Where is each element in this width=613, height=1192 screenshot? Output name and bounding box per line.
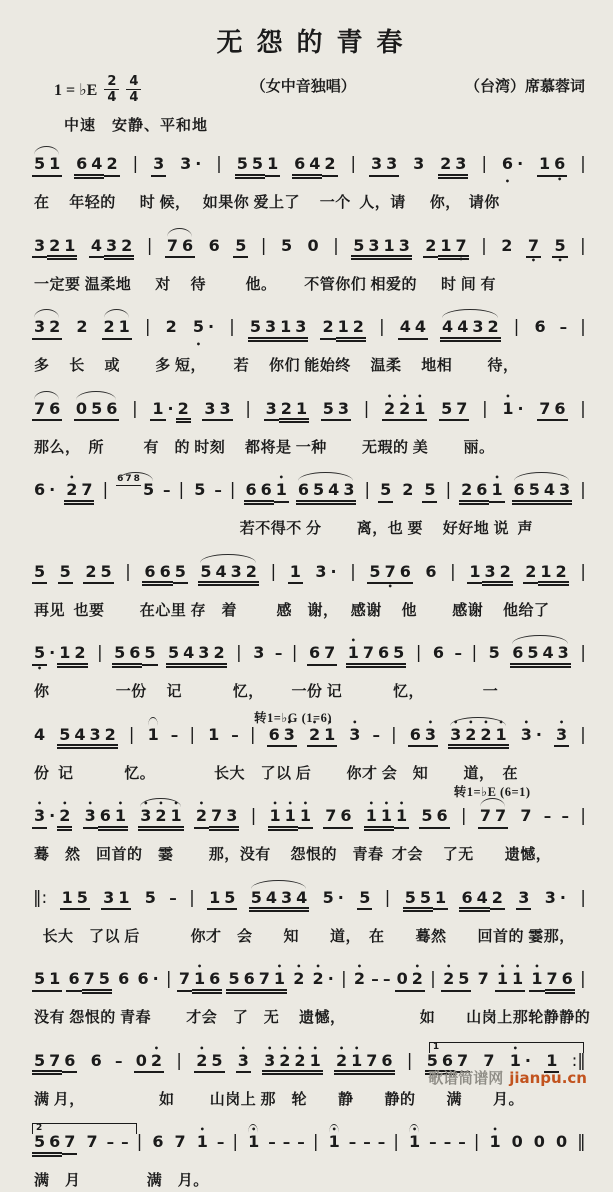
barline: | xyxy=(178,480,185,500)
barline: | xyxy=(291,643,298,663)
note-group: • 3 xyxy=(347,727,362,748)
barline: | xyxy=(450,561,456,582)
music-system xyxy=(32,225,587,296)
note-group: • 1 xyxy=(327,1134,342,1155)
note-group: • 3 · • 2 xyxy=(32,808,72,831)
note-group: 5 5 1 xyxy=(403,890,448,913)
note-group: 3 xyxy=(151,156,166,177)
note-group: 7 xyxy=(174,1132,186,1151)
barline: | xyxy=(415,643,422,663)
barline: | xyxy=(216,154,222,174)
note-group: • 2 xyxy=(352,971,367,992)
barline: | xyxy=(131,398,138,419)
time-signature-2 xyxy=(126,75,141,104)
note-group: 3 2 xyxy=(32,319,62,340)
note-group: 1 5 xyxy=(60,890,90,911)
note-group: 5 xyxy=(488,643,500,662)
note-group: 2 1 7 • xyxy=(423,238,468,261)
barline: | xyxy=(245,398,252,419)
barline: | xyxy=(312,1132,319,1152)
barline: | xyxy=(125,561,131,582)
notation-line xyxy=(32,958,587,1007)
barline: ‖ xyxy=(577,1132,586,1152)
meter-1-denominator: 4 xyxy=(107,90,117,105)
note-group: 6 • · xyxy=(500,156,525,177)
note-group: • 2 · xyxy=(311,971,336,992)
music-system xyxy=(32,388,587,459)
note-group: 6 · xyxy=(137,969,159,988)
note-group: • 1 7 6 5 xyxy=(346,645,407,668)
note-group: 1 xyxy=(146,727,161,748)
note-group: 6 5 4 3 xyxy=(296,482,357,505)
barline: | xyxy=(473,1132,480,1152)
note-group: • 2 7 3 xyxy=(194,808,239,831)
dash-note: – xyxy=(297,1133,305,1151)
barline: | xyxy=(229,317,235,337)
barline: | xyxy=(333,235,339,256)
barline: | xyxy=(146,235,153,256)
dash-note: – xyxy=(561,807,569,825)
barline: | xyxy=(460,806,467,826)
barline: | xyxy=(580,154,586,174)
dash-note: – xyxy=(163,481,171,499)
note-group: 2 1 2 xyxy=(523,564,568,587)
note-group: 1 5 xyxy=(207,890,237,911)
note-group: • 3 6 • 1 xyxy=(83,808,128,831)
dash-note: – xyxy=(274,644,283,662)
note-group: • 2 • 1 xyxy=(307,727,337,748)
dash-note: – xyxy=(169,888,177,907)
note-group: 3 1 xyxy=(101,890,131,911)
lyrics-line: 长大 了以 后 你才 会 知 道， 在 蓦然 回首的 霎那， xyxy=(34,928,575,945)
barline: | xyxy=(384,887,391,908)
lyrics-line: 你 一份 记 忆， 一份 记 忆， 一 xyxy=(34,684,499,700)
note-group: 4 4 3 2 xyxy=(440,319,501,342)
note-group: 5 3 1 3 xyxy=(351,238,412,261)
barline: | xyxy=(176,1050,183,1071)
barline: | xyxy=(128,724,135,745)
barline: | xyxy=(236,643,242,663)
note-group: • 3 • 2 • 1 xyxy=(138,808,183,831)
note-group: 5 3 xyxy=(321,401,351,422)
note-group: 6 • 3 xyxy=(267,727,297,748)
dash-note: – xyxy=(115,1051,123,1070)
note-group: 5 6 7 xyxy=(425,1053,470,1076)
dash-note: – xyxy=(382,970,391,988)
barline: | xyxy=(350,561,356,582)
note-group: 7 6 xyxy=(323,808,353,829)
notation-line xyxy=(32,225,587,274)
dash-note: – xyxy=(268,1133,276,1151)
note-group: 1 xyxy=(544,1053,559,1074)
note-group: 2 xyxy=(165,317,177,336)
barline: | xyxy=(363,398,370,419)
note-group: 3 · xyxy=(315,561,337,581)
dash-note: – xyxy=(363,1133,371,1151)
note-group: 5 · xyxy=(322,887,344,907)
note-group: • 1 xyxy=(487,1134,502,1155)
note-group: 5 1 xyxy=(32,971,62,992)
dash-note: – xyxy=(121,1133,129,1151)
barline: | xyxy=(580,317,586,337)
music-system xyxy=(32,632,587,703)
barline: | xyxy=(580,235,586,256)
note-group: 5 • · 1 2 xyxy=(32,645,88,668)
barline: | xyxy=(165,969,172,989)
note-group: 5 4 3 2 xyxy=(57,727,118,750)
note-group: • 1 xyxy=(195,1134,210,1155)
barline: | xyxy=(481,154,488,174)
barline: | xyxy=(580,969,586,989)
barline: | xyxy=(391,724,397,745)
note-group: 7 6 xyxy=(537,401,567,422)
note-group: 2 xyxy=(76,317,88,336)
dash-note: – xyxy=(170,725,179,744)
note-group: • 1 xyxy=(407,1134,422,1155)
key-text: 1 = ♭E xyxy=(54,81,98,99)
note-group: 0 5 6 xyxy=(74,401,119,422)
volta-bracket: 1 xyxy=(429,1042,584,1053)
barline: | xyxy=(406,1050,413,1071)
note-group: 6 6 5 xyxy=(142,564,187,587)
barline: | xyxy=(482,398,488,419)
note-group: 0 xyxy=(555,1132,568,1151)
lyrics-line: 那么， 所 有 的 时刻 都将是 一种 无瑕的 美 丽。 xyxy=(34,439,495,456)
barline: | xyxy=(430,969,436,989)
note-group: 3 3 xyxy=(202,401,232,422)
notation-line xyxy=(32,388,587,437)
note-group: 0 • 2 xyxy=(395,971,425,992)
note-group: 3 xyxy=(516,890,531,911)
note-group: • 1 • 1 xyxy=(495,971,525,992)
note-group: • 1 • 1 • 1 xyxy=(364,808,409,831)
note-group: 4 3 2 xyxy=(89,238,134,261)
note-group: 1 xyxy=(288,564,303,585)
dash-note: – xyxy=(371,970,379,988)
note-group: 6 5 4 3 xyxy=(512,482,573,505)
barline: | xyxy=(580,398,586,419)
music-system xyxy=(32,710,587,785)
music-system xyxy=(32,877,587,948)
song-title: 无怨的青春 xyxy=(216,28,417,57)
barline: | xyxy=(364,480,371,500)
note-group: 6 5 4 3 xyxy=(510,645,571,668)
note-group: • 3 xyxy=(236,1053,251,1074)
site-name: 歌谱简谱网 xyxy=(428,1071,504,1087)
barline: | xyxy=(250,806,257,826)
note-group: 6 7 5 xyxy=(66,971,111,994)
note-group: • 3 xyxy=(554,727,569,748)
note-group: 2 xyxy=(402,480,414,499)
lyrics-line: 满 月 满 月。 xyxy=(34,1173,209,1189)
note-group: 5 7 xyxy=(439,401,469,422)
notation-line xyxy=(32,469,587,518)
barline: | xyxy=(580,480,586,500)
barline: | xyxy=(513,317,520,337)
barline: | xyxy=(350,154,357,174)
lyrics-line: 一定要 温柔地 对 待 他。 不管你们 相爱的 时 间 有 xyxy=(34,276,497,293)
dash-note: – xyxy=(214,481,222,499)
dash-note: – xyxy=(106,1133,115,1151)
note-group: 2 3 xyxy=(438,156,468,179)
note-group: • 2 xyxy=(291,971,306,992)
note-group: 6 4 2 xyxy=(459,890,504,913)
voice-type: （女中音独唱） xyxy=(250,79,356,95)
lyrics-line: 多 长 或 多 短， 若 你们 能始终 温柔 地相 待， xyxy=(34,358,519,374)
lyrics-line: 满 月， 如 山岗上 那 轮 静 静的 满 月。 xyxy=(34,1091,525,1108)
key-signature xyxy=(54,75,141,104)
note-group: 5 • xyxy=(552,238,567,259)
note-group: 5 xyxy=(144,887,156,907)
barline: :‖ xyxy=(571,1050,586,1071)
note-group: 6 xyxy=(90,1050,102,1070)
barline: | xyxy=(580,887,586,908)
note-group: 1 xyxy=(208,724,220,744)
dash-note: – xyxy=(443,1133,452,1151)
note-group: 3 2 1 xyxy=(32,238,77,261)
note-group: 5 xyxy=(357,890,372,911)
note-group: 5 xyxy=(378,482,393,503)
barline: | xyxy=(580,643,586,663)
note-group: 5 5 1 xyxy=(235,156,280,179)
score-body xyxy=(30,143,589,1192)
volta-bracket: 2 xyxy=(32,1123,137,1134)
music-system xyxy=(32,785,587,866)
dash-note: – xyxy=(282,1133,291,1151)
dash-note: – xyxy=(429,1133,437,1151)
lyrics-line: 在 年轻的 时 候， 如果你 爱上了 一个 人，请 你， 请你 xyxy=(34,195,500,211)
barline: | xyxy=(249,724,256,745)
note-group: 5 • · xyxy=(191,319,216,340)
note-group: 6 xyxy=(152,1132,164,1151)
note-group: 5 xyxy=(422,482,437,503)
barline: | xyxy=(136,1132,143,1152)
barline: | xyxy=(378,317,385,337)
note-group: 5 6 7 xyxy=(32,1134,77,1157)
note-group: 7 xyxy=(483,1050,495,1070)
note-group: 3 xyxy=(413,154,425,173)
barline: | xyxy=(270,561,277,582)
note-group: 7 7 xyxy=(478,808,508,829)
lyrics-line: 再见 也要 在心里 存 着 感 谢， 感谢 他 感谢 他给了 xyxy=(34,602,550,619)
lyricist-credit: （台湾）席慕蓉词 xyxy=(464,79,585,95)
note-group: 5 1 xyxy=(32,156,62,177)
barline: | xyxy=(580,806,586,826)
note-group: 5 xyxy=(194,480,206,499)
note-group: 2 6 • 1 xyxy=(459,482,504,505)
barline: | xyxy=(580,561,586,582)
dash-note: – xyxy=(559,318,568,336)
note-group: • 2 7 xyxy=(64,482,94,505)
barline: | xyxy=(144,317,151,337)
note-group: 7 6 xyxy=(32,401,62,422)
notation-line xyxy=(32,795,587,844)
dash-note: – xyxy=(543,807,552,825)
note-group: 3 3 xyxy=(369,156,399,177)
note-group: 6 xyxy=(432,643,445,662)
notation-line xyxy=(32,551,587,600)
barline: | xyxy=(340,969,347,989)
barline: | xyxy=(232,1132,239,1152)
barline: ‖: xyxy=(33,887,48,908)
note-group: 5 3 1 3 xyxy=(248,319,309,342)
footer xyxy=(428,1067,587,1088)
lyrics-line: 没有 怨恨的 青春 才会 了 无 遗憾， 如 山岗上那轮静静的 xyxy=(34,1010,591,1026)
note-group: 6 7 8 5 xyxy=(116,482,156,503)
note-group: 7 • 1 6 xyxy=(177,971,222,994)
note-group: 2 5 xyxy=(83,564,113,585)
note-group: 6 6 • 1 xyxy=(244,482,289,505)
note-group: 5 6 5 xyxy=(112,645,157,668)
note-group: 3 · xyxy=(180,154,202,173)
music-system xyxy=(32,469,587,540)
note-group: • 2 5 xyxy=(441,971,471,992)
note-group: 7 xyxy=(477,969,489,988)
lyrics-line: 份 记 忆。 长大 了以 后 你才 会 知 道， 在 xyxy=(34,765,519,782)
barline: | xyxy=(580,724,586,745)
barline: | xyxy=(96,643,103,663)
dash-note: – xyxy=(216,1133,225,1151)
music-system xyxy=(32,306,587,377)
barline: | xyxy=(471,643,478,663)
note-group: 6 7 xyxy=(307,645,337,666)
dash-note: – xyxy=(458,1133,466,1151)
barline: | xyxy=(132,154,139,174)
note-group: 4 xyxy=(34,724,46,744)
note-group: • 2 • 2 • 1 xyxy=(382,401,427,422)
note-group: 2 1 2 xyxy=(320,319,365,342)
modulation-annotation: 转1=♭G (1=6) xyxy=(254,710,333,725)
dash-note: – xyxy=(372,725,380,744)
notation-line xyxy=(32,632,587,681)
site-link[interactable]: jianpu.cn xyxy=(509,1069,587,1087)
barline: | xyxy=(445,480,452,500)
note-group: 5 xyxy=(233,238,248,259)
note-group: 3 · xyxy=(544,887,566,907)
dash-note: – xyxy=(231,725,239,744)
meter-1-numerator: 2 xyxy=(104,75,119,90)
note-group: 6 4 2 xyxy=(74,156,119,179)
note-group: 5 6 7 • 1 xyxy=(226,971,287,994)
note-group: • 3 • 2 • 2 • 1 xyxy=(448,727,509,750)
barline: | xyxy=(189,724,196,745)
note-group: 5 4 3 4 xyxy=(249,890,310,913)
note-group: • 1 · xyxy=(508,1053,533,1074)
note-group: 4 4 xyxy=(398,319,428,340)
note-group: 7 xyxy=(520,806,532,825)
note-group: 5 7 • 6 xyxy=(367,564,412,585)
note-group: • 3 • 2 • 2 • 1 xyxy=(262,1053,323,1076)
note-group: 5 4 3 2 xyxy=(166,645,227,668)
tempo-marking: 中速 安静、平和地 xyxy=(64,118,209,134)
note-group: 5 xyxy=(280,235,293,255)
note-group: 5 4 3 2 xyxy=(198,564,259,587)
note-group: • 1 • 1 • 1 xyxy=(268,808,313,831)
note-group: • 1 7 6 xyxy=(529,971,574,994)
note-group: 3 xyxy=(253,643,265,662)
music-system xyxy=(32,143,587,214)
barline: | xyxy=(189,887,195,908)
barline: | xyxy=(260,235,267,256)
music-system xyxy=(32,551,587,622)
notation-line xyxy=(32,306,587,355)
notation-line xyxy=(32,143,587,192)
note-group: 0 • 2 xyxy=(134,1053,164,1074)
music-system xyxy=(32,958,591,1029)
meter-2-numerator: 4 xyxy=(126,75,141,90)
note-group: 6 4 2 xyxy=(292,156,337,179)
barline: | xyxy=(481,235,487,256)
note-group: 1 3 2 xyxy=(467,564,512,587)
meter-2-denominator: 4 xyxy=(129,90,139,105)
modulation-annotation: 转1=♭E (6=1) xyxy=(453,785,531,799)
note-group: 5 7 6 xyxy=(32,1053,77,1076)
note-group: 2 1 xyxy=(102,319,132,340)
note-group: 7 • xyxy=(526,238,541,259)
note-group: • 2 5 xyxy=(194,1053,224,1074)
music-system xyxy=(32,1121,587,1192)
note-group: 7 6 xyxy=(165,238,195,259)
barline: | xyxy=(229,480,236,500)
note-group: • 1 · xyxy=(500,401,525,422)
notation-line xyxy=(32,877,587,926)
note-group: 5 6 xyxy=(419,808,449,829)
note-group: 6 · xyxy=(34,480,56,499)
lyrics-line: 若不得不 分 离，也 要 好好地 说 声 xyxy=(34,521,534,537)
note-group: 0 xyxy=(511,1132,523,1151)
note-group: 6 • 3 xyxy=(408,727,438,748)
note-group: 5 xyxy=(58,564,73,585)
note-group: 2 xyxy=(501,235,513,255)
barline: | xyxy=(102,480,109,500)
note-group: 6 xyxy=(118,969,130,988)
note-group: • 2 • 1 7 6 xyxy=(334,1053,395,1076)
note-group: • 1 xyxy=(246,1134,261,1155)
note-group: • 3 · xyxy=(519,727,544,748)
meta-row xyxy=(54,75,585,104)
note-group: 6 xyxy=(208,235,220,255)
note-group: 3 2 1 xyxy=(264,401,309,424)
lyrics-line: 蓦 然 回首的 霎 那，没有 怨恨的 青春 才会 了无 遗憾， xyxy=(34,847,552,863)
note-group: 0 xyxy=(307,235,319,255)
note-group: 6 xyxy=(534,317,546,336)
note-group: 1 · 2 xyxy=(150,401,190,424)
note-group: 7 xyxy=(86,1132,98,1151)
dash-note: – xyxy=(454,644,462,662)
note-group: 6 xyxy=(425,561,437,581)
dash-note: – xyxy=(377,1133,386,1151)
note-group: 0 xyxy=(533,1132,545,1151)
dash-note: – xyxy=(348,1133,357,1151)
note-group: 1 6 • xyxy=(537,156,567,177)
barline: | xyxy=(393,1132,399,1152)
note-group: 5 xyxy=(32,564,47,585)
time-signature-1 xyxy=(104,75,119,104)
